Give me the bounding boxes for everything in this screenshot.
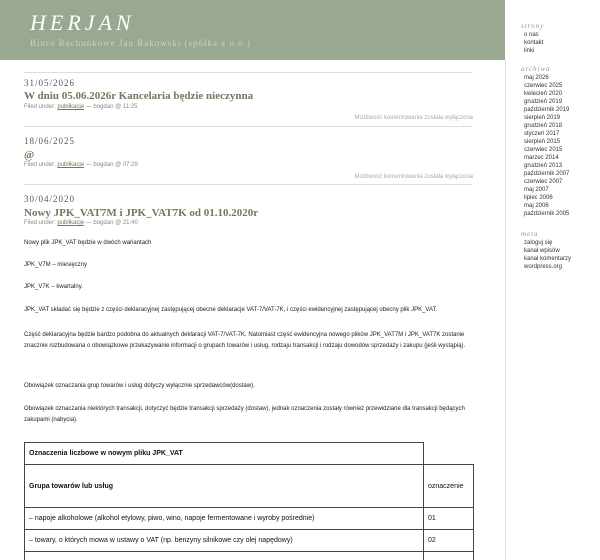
post-paragraph: Część deklaracyjna będzie bardzo podobna do aktualnych deklaracji VAT-7/VAT-7K. Natomiast część ewidencyjna nowego plików JPK_VAT7M i JPK_VAT7K zostanie znacznie rozbudowana o obowiązkowe przekazywanie informacji o grupach towarów i usług, rodzaju transakcji i rodzaju dowodów sprzedaży i zakupu (jeśli wystąpią). (24, 332, 466, 349)
table-cell-code: 01 (424, 508, 474, 530)
sidebar-link[interactable]: linki (524, 48, 535, 54)
meta-author-time: — bogdan @ 21:40 (85, 220, 138, 226)
sidebar (506, 0, 600, 560)
post-title[interactable]: W dniu 05.06.2026r Kancelaria będzie nieczynna (24, 90, 254, 102)
meta-prefix: Filed under: (24, 220, 56, 226)
archive-link[interactable]: czerwiec 2007 (524, 179, 563, 185)
meta-link[interactable]: kanał komentarzy (524, 256, 572, 262)
sidebar-heading-pages: strony (521, 22, 545, 30)
post-paragraph: JPK_V7M – miesięczny (24, 262, 88, 268)
post-meta (24, 220, 138, 226)
meta-author-time: — bogdan @ 07:29 (85, 162, 138, 168)
meta-prefix: Filed under: (24, 162, 56, 168)
table-header-code: oznaczenie (424, 465, 474, 508)
table-empty-cell (424, 443, 474, 465)
archive-link[interactable]: maj 2007 (524, 187, 549, 193)
archive-link[interactable]: grudzień 2013 (524, 163, 563, 169)
category-link[interactable]: publikacje (57, 162, 85, 168)
archive-link[interactable]: październik 2019 (524, 107, 570, 113)
post-date: 31/05/2026 (24, 78, 76, 88)
post-date: 18/06/2025 (24, 136, 76, 146)
archive-link[interactable]: październik 2007 (524, 171, 570, 177)
archive-link[interactable]: sierpień 2019 (524, 115, 561, 121)
table-cell-group: – towary, o których mowa w ustawy o VAT (np. benzyny silnikowe czy olej napędowy) (25, 530, 424, 552)
post-meta (24, 104, 137, 110)
meta-link[interactable]: wordpress.org (524, 264, 563, 270)
sidebar-meta-list (524, 239, 571, 271)
post-divider (24, 184, 472, 185)
post-paragraph: JPK_VAT składać się będzie z części deklaracyjnej zastępującej obecne deklaracje VAT-7/VAT-7K, i części ewidencyjnej zastępującej obecny plik JPK_VAT. (24, 307, 438, 313)
post-divider (24, 126, 472, 127)
post-paragraph: Nowy plik JPK_VAT będzie w dwóch wariantach (24, 240, 152, 246)
post-paragraph: JPK_V7K – kwartalny. (24, 284, 83, 290)
category-link[interactable]: publikacje (57, 220, 85, 226)
post-paragraph: Obowiązek oznaczania niektórych transakcji, dotyczyć będzie transakcji sprzedaży (dostaw), jednak oznaczenia zostały również przewidziane dla transakcji będących zakupami (nabycia). (24, 406, 465, 423)
archive-link[interactable]: maj 2006 (524, 203, 549, 209)
category-link[interactable]: publikacje (57, 104, 85, 110)
sidebar-link[interactable]: o nas (524, 32, 539, 38)
meta-link[interactable]: kanał wpisów (524, 248, 560, 254)
meta-prefix: Filed under: (24, 104, 56, 110)
post-paragraph: Obowiązek oznaczania grup towarów i usług dotyczy wyłącznie sprzedawców(dostaw). (24, 383, 255, 389)
site-description: Biuro Rachunkowe Jan Rakowski (spółka z o.o.) (30, 38, 251, 48)
archive-link[interactable]: maj 2026 (524, 75, 549, 81)
table-cell-group (25, 552, 424, 560)
post-title[interactable]: @ (24, 149, 35, 161)
sidebar-heading-meta: meta (521, 230, 539, 238)
archive-link[interactable]: marzec 2014 (524, 155, 559, 161)
vat-codes-table (24, 442, 474, 560)
archive-link[interactable]: kwiecień 2020 (524, 91, 563, 97)
archive-link[interactable]: styczeń 2017 (524, 131, 560, 137)
table-cell-code: 02 (424, 530, 474, 552)
archive-link[interactable]: grudzień 2018 (524, 123, 563, 129)
post-date: 30/04/2020 (24, 194, 76, 204)
archive-link[interactable]: październik 2005 (524, 211, 570, 217)
post-divider (24, 72, 472, 73)
post-meta (24, 162, 138, 168)
archive-link[interactable]: grudzień 2019 (524, 99, 563, 105)
archive-link[interactable]: lipiec 2006 (524, 195, 553, 201)
site-title[interactable]: HERJAN (30, 10, 135, 35)
sidebar-pages-list (524, 31, 543, 55)
comments-closed-note: Możliwość komentowania została wyłączona (354, 174, 473, 180)
post-title[interactable]: Nowy JPK_VAT7M i JPK_VAT7K od 01.10.2020r (24, 207, 259, 219)
content-area (0, 60, 506, 560)
sidebar-link[interactable]: kontakt (524, 40, 544, 46)
archive-link[interactable]: sierpień 2015 (524, 139, 561, 145)
table-row (25, 552, 474, 560)
table-row (25, 508, 474, 530)
sidebar-heading-archives: archiwa (521, 65, 551, 73)
meta-author-time: — bogdan @ 11:25 (85, 104, 138, 110)
sidebar-archives-list (524, 74, 569, 218)
site-header (0, 0, 505, 60)
meta-link[interactable]: zaloguj się (524, 240, 553, 246)
table-cell-group: – napoje alkoholowe (alkohol etylowy, piwo, wino, napoje fermentowane i wyroby pośrednie) (25, 508, 424, 530)
table-caption: Oznaczenia liczbowe w nowym pliku JPK_VAT (25, 443, 424, 465)
comments-closed-note: Możliwość komentowania została wyłączona (354, 115, 473, 121)
archive-link[interactable]: czerwiec 2015 (524, 147, 563, 153)
table-row (25, 530, 474, 552)
archive-link[interactable]: czerwiec 2025 (524, 83, 563, 89)
table-cell-code (424, 552, 474, 560)
table-header-group: Grupa towarów lub usług (25, 465, 424, 508)
